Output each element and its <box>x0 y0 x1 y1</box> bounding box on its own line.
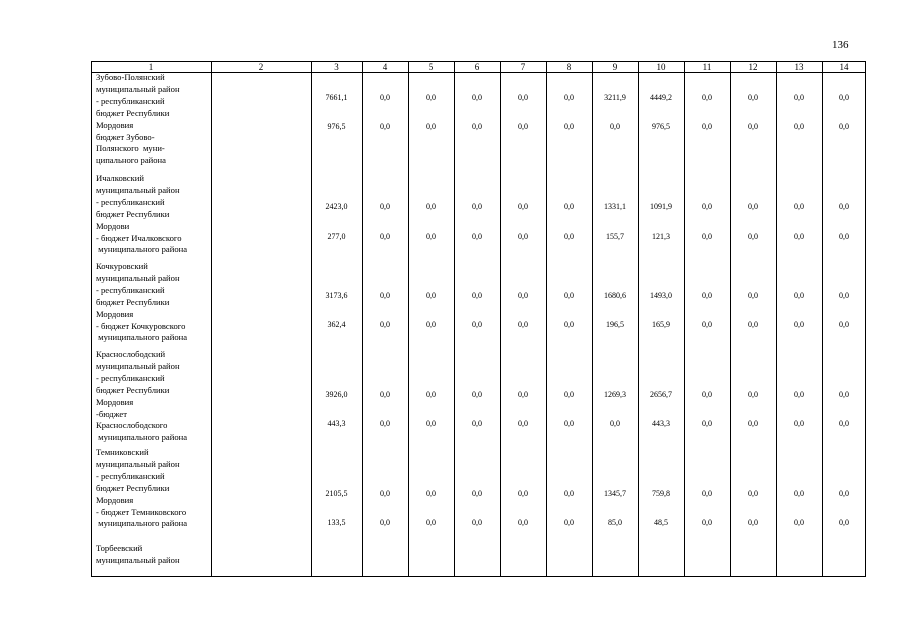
value-cell: 133,5 <box>327 518 346 527</box>
value-cell: 0,0 <box>564 518 574 527</box>
value-cell: 0,0 <box>426 419 436 428</box>
value-cell: 0,0 <box>472 489 482 498</box>
column-divider <box>776 61 777 577</box>
value-cell: 0,0 <box>380 93 390 102</box>
value-cell: 0,0 <box>610 419 620 428</box>
value-cell: 2423,0 <box>325 202 348 211</box>
value-cell: 0,0 <box>518 390 528 399</box>
value-cell: 0,0 <box>472 93 482 102</box>
column-header-1: 1 <box>148 62 154 72</box>
value-cell: 443,3 <box>652 419 670 428</box>
value-cell: 48,5 <box>654 518 668 527</box>
value-cell: 0,0 <box>702 93 712 102</box>
value-cell: 1269,3 <box>604 390 626 399</box>
value-cell: 0,0 <box>472 390 482 399</box>
value-cell: 0,0 <box>472 122 482 131</box>
value-cell: 0,0 <box>472 419 482 428</box>
value-cell: 0,0 <box>748 518 758 527</box>
value-cell: 1493,0 <box>650 291 672 300</box>
row-label: Краснослободский муниципальный район - республиканский бюджет Республики Мордовия -бюджет Краснослободского муниципального района <box>96 349 188 443</box>
value-cell: 3173,6 <box>325 291 348 300</box>
value-cell: 0,0 <box>564 232 574 241</box>
value-cell: 0,0 <box>426 518 436 527</box>
value-cell: 0,0 <box>380 232 390 241</box>
column-header-11: 11 <box>702 62 712 72</box>
value-cell: 0,0 <box>380 489 390 498</box>
page-number: 136 <box>832 39 849 51</box>
column-header-7: 7 <box>520 62 526 72</box>
column-header-6: 6 <box>474 62 480 72</box>
column-divider <box>822 61 823 577</box>
value-cell: 0,0 <box>518 202 528 211</box>
value-cell: 976,5 <box>652 122 670 131</box>
value-cell: 0,0 <box>748 390 758 399</box>
value-cell: 1680,6 <box>604 291 626 300</box>
column-divider <box>362 61 363 577</box>
value-cell: 0,0 <box>472 232 482 241</box>
value-cell: 0,0 <box>794 202 804 211</box>
column-divider <box>684 61 685 577</box>
row-label: Кочкуровский муниципальный район - республиканский бюджет Республики Мордовия - бюджет Кочкуровского муниципального района <box>96 261 188 343</box>
column-header-14: 14 <box>839 62 849 72</box>
column-header-4: 4 <box>382 62 388 72</box>
value-cell: 0,0 <box>839 291 849 300</box>
column-header-5: 5 <box>428 62 434 72</box>
value-cell: 0,0 <box>564 320 574 329</box>
column-divider <box>311 61 312 577</box>
value-cell: 0,0 <box>794 291 804 300</box>
value-cell: 0,0 <box>748 419 758 428</box>
value-cell: 2105,5 <box>325 489 348 498</box>
value-cell: 0,0 <box>380 202 390 211</box>
value-cell: 0,0 <box>518 419 528 428</box>
value-cell: 0,0 <box>839 320 849 329</box>
value-cell: 0,0 <box>472 518 482 527</box>
value-cell: 362,4 <box>327 320 346 329</box>
value-cell: 0,0 <box>564 122 574 131</box>
value-cell: 0,0 <box>839 419 849 428</box>
value-cell: 0,0 <box>564 202 574 211</box>
value-cell: 0,0 <box>794 232 804 241</box>
value-cell: 0,0 <box>794 419 804 428</box>
value-cell: 0,0 <box>702 122 712 131</box>
value-cell: 2656,7 <box>650 390 672 399</box>
value-cell: 0,0 <box>839 390 849 399</box>
value-cell: 0,0 <box>380 518 390 527</box>
row-label: Торбеевский муниципальный район <box>96 543 180 565</box>
column-header-10: 10 <box>656 62 666 72</box>
value-cell: 1345,7 <box>604 489 626 498</box>
row-label: Зубово-Полянский муниципальный район - республиканский бюджет Республики Мордовия бюджет Зубово- Полянского муни- ципального района <box>96 72 180 166</box>
value-cell: 0,0 <box>702 489 712 498</box>
value-cell: 0,0 <box>380 390 390 399</box>
value-cell: 0,0 <box>702 202 712 211</box>
column-divider <box>211 61 212 577</box>
value-cell: 0,0 <box>702 291 712 300</box>
value-cell: 0,0 <box>426 291 436 300</box>
value-cell: 0,0 <box>748 202 758 211</box>
value-cell: 0,0 <box>564 489 574 498</box>
column-divider <box>638 61 639 577</box>
value-cell: 0,0 <box>518 291 528 300</box>
value-cell: 0,0 <box>380 419 390 428</box>
column-divider <box>500 61 501 577</box>
row-label: Ичалковский муниципальный район - республиканский бюджет Республики Мордови - бюджет Ичалковского муниципального района <box>96 173 188 255</box>
column-header-13: 13 <box>794 62 804 72</box>
value-cell: 0,0 <box>839 202 849 211</box>
value-cell: 0,0 <box>518 320 528 329</box>
value-cell: 1331,1 <box>604 202 626 211</box>
value-cell: 0,0 <box>839 232 849 241</box>
value-cell: 0,0 <box>564 419 574 428</box>
value-cell: 277,0 <box>327 232 346 241</box>
value-cell: 443,3 <box>327 419 346 428</box>
value-cell: 0,0 <box>748 291 758 300</box>
value-cell: 0,0 <box>794 320 804 329</box>
value-cell: 0,0 <box>794 93 804 102</box>
column-header-2: 2 <box>258 62 264 72</box>
value-cell: 0,0 <box>702 320 712 329</box>
column-divider <box>592 61 593 577</box>
value-cell: 0,0 <box>380 291 390 300</box>
value-cell: 0,0 <box>426 320 436 329</box>
value-cell: 0,0 <box>748 232 758 241</box>
value-cell: 7661,1 <box>325 93 348 102</box>
value-cell: 155,7 <box>606 232 624 241</box>
value-cell: 0,0 <box>426 232 436 241</box>
value-cell: 196,5 <box>606 320 624 329</box>
value-cell: 0,0 <box>839 93 849 102</box>
value-cell: 0,0 <box>702 390 712 399</box>
column-divider <box>546 61 547 577</box>
value-cell: 0,0 <box>839 518 849 527</box>
value-cell: 121,3 <box>652 232 670 241</box>
value-cell: 0,0 <box>564 93 574 102</box>
value-cell: 0,0 <box>426 202 436 211</box>
header-divider <box>91 72 866 73</box>
value-cell: 0,0 <box>380 122 390 131</box>
value-cell: 0,0 <box>794 390 804 399</box>
column-header-3: 3 <box>334 62 339 72</box>
value-cell: 0,0 <box>702 419 712 428</box>
value-cell: 0,0 <box>610 122 620 131</box>
column-header-9: 9 <box>612 62 618 72</box>
value-cell: 3211,9 <box>604 93 626 102</box>
value-cell: 0,0 <box>748 489 758 498</box>
column-divider <box>730 61 731 577</box>
value-cell: 0,0 <box>518 232 528 241</box>
value-cell: 0,0 <box>518 518 528 527</box>
value-cell: 0,0 <box>564 390 574 399</box>
value-cell: 0,0 <box>702 232 712 241</box>
value-cell: 0,0 <box>794 518 804 527</box>
value-cell: 976,5 <box>327 122 346 131</box>
value-cell: 0,0 <box>748 320 758 329</box>
value-cell: 4449,2 <box>650 93 672 102</box>
value-cell: 0,0 <box>748 93 758 102</box>
value-cell: 0,0 <box>426 122 436 131</box>
table-frame <box>91 61 866 577</box>
value-cell: 759,8 <box>652 489 670 498</box>
column-divider <box>454 61 455 577</box>
value-cell: 0,0 <box>794 489 804 498</box>
value-cell: 0,0 <box>794 122 804 131</box>
value-cell: 85,0 <box>608 518 622 527</box>
value-cell: 0,0 <box>839 489 849 498</box>
column-header-8: 8 <box>566 62 572 72</box>
value-cell: 0,0 <box>518 489 528 498</box>
value-cell: 0,0 <box>839 122 849 131</box>
value-cell: 0,0 <box>426 93 436 102</box>
column-header-12: 12 <box>748 62 758 72</box>
value-cell: 0,0 <box>702 518 712 527</box>
value-cell: 0,0 <box>380 320 390 329</box>
value-cell: 0,0 <box>472 202 482 211</box>
value-cell: 0,0 <box>472 320 482 329</box>
value-cell: 3926,0 <box>325 390 348 399</box>
value-cell: 1091,9 <box>650 202 672 211</box>
value-cell: 165,9 <box>652 320 670 329</box>
value-cell: 0,0 <box>426 390 436 399</box>
column-divider <box>408 61 409 577</box>
value-cell: 0,0 <box>518 93 528 102</box>
value-cell: 0,0 <box>518 122 528 131</box>
value-cell: 0,0 <box>426 489 436 498</box>
value-cell: 0,0 <box>472 291 482 300</box>
row-label: Темниковский муниципальный район - республиканский бюджет Республики Мордовия - бюджет Темниковского муниципального района <box>96 447 188 529</box>
value-cell: 0,0 <box>748 122 758 131</box>
value-cell: 0,0 <box>564 291 574 300</box>
